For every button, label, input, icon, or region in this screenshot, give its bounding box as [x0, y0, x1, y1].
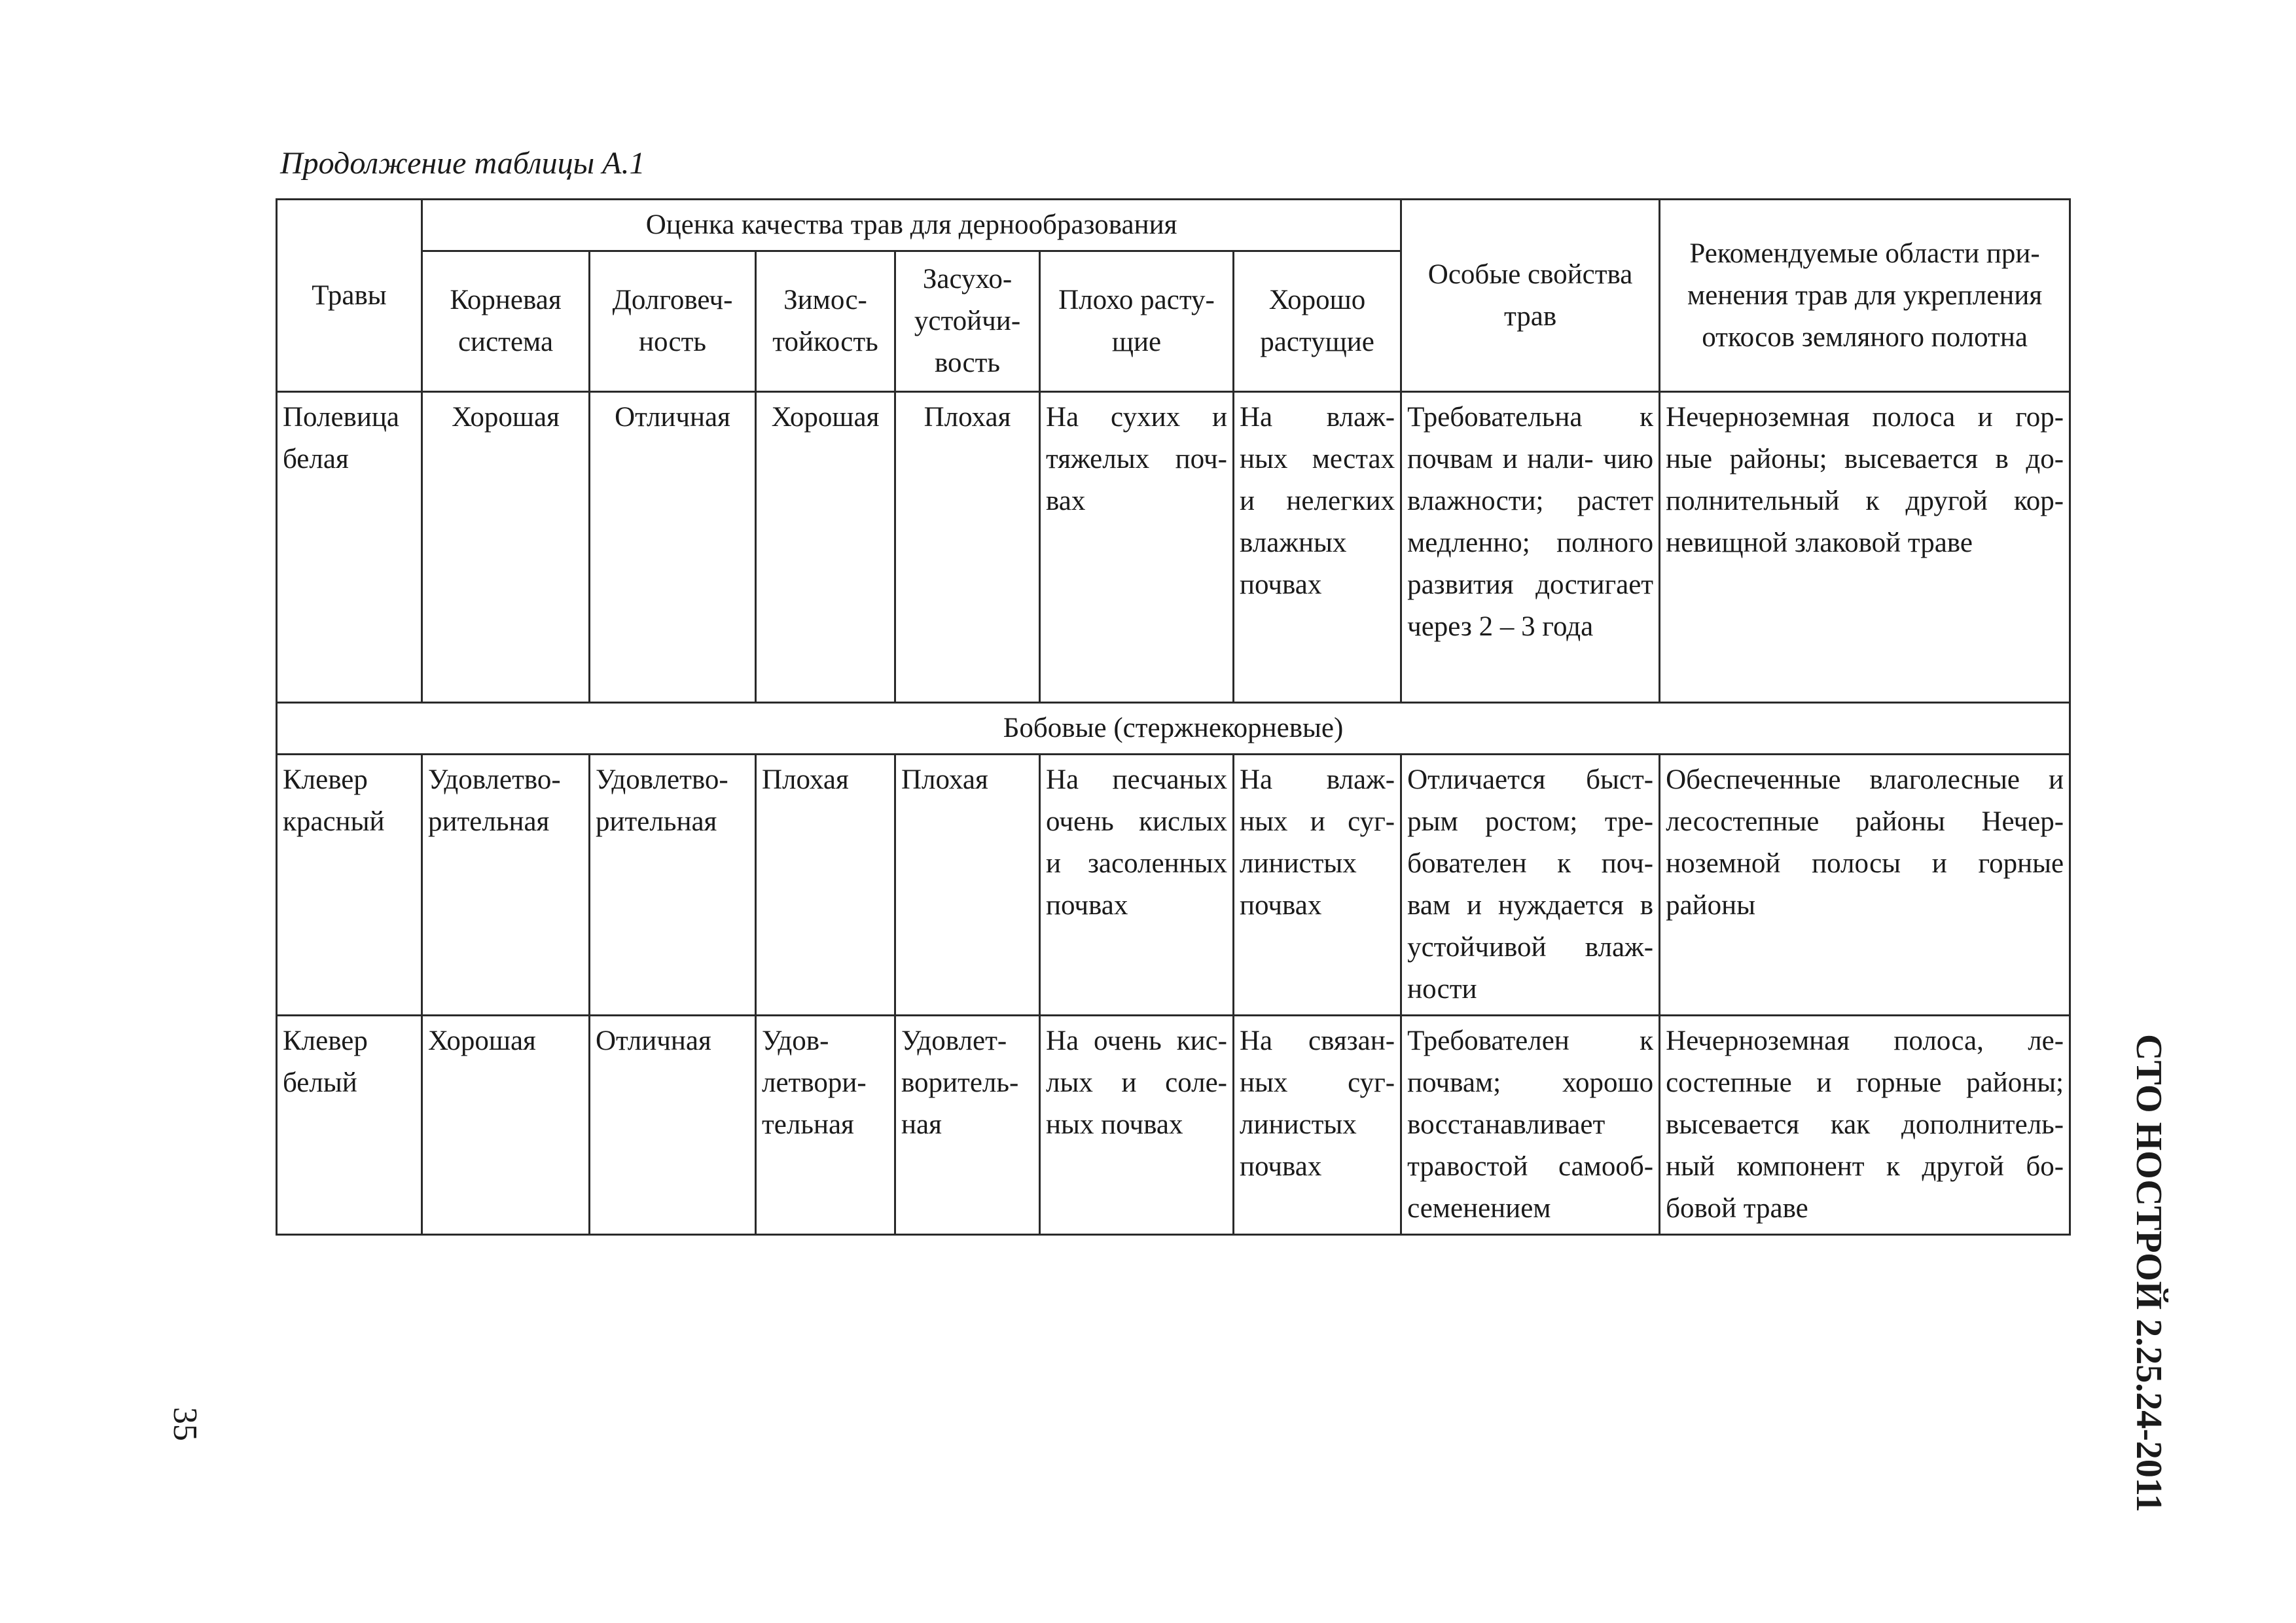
cell-special-properties: Отличается быст- рым ростом; тре- бователен к поч- вам и нуждается в устойчивой влаж- ности — [1401, 755, 1660, 1016]
cell-winter-hardiness: Хорошая — [756, 392, 895, 703]
cell-longevity: Удовлетво- рительная — [590, 755, 756, 1016]
document-number: СТО НОСТРОЙ 2.25.24-2011 — [2128, 1034, 2169, 1512]
cell-root-system: Хорошая — [422, 392, 590, 703]
page-number: 35 — [166, 1407, 204, 1441]
cell-good-growing: На влаж- ных местах и нелегких влажных почвах — [1234, 392, 1401, 703]
cell-grass-name: Полевица белая — [277, 392, 422, 703]
cell-special-properties: Требователен к почвам; хорошо восстанавливает травостой самооб- семенением — [1401, 1016, 1660, 1235]
header-row-1 — [277, 200, 2070, 251]
cell-drought-resistance: Удовлет- воритель- ная — [895, 1016, 1040, 1235]
section-row — [277, 703, 2070, 755]
cell-grass-name: Клевер белый — [277, 1016, 422, 1235]
cell-special-properties: Требовательна к почвам и нали- чию влажности; растет медленно; полного развития достигает через 2 – 3 года — [1401, 392, 1660, 703]
cell-winter-hardiness: Удов- летвори- тельная — [756, 1016, 895, 1235]
cell-good-growing: На влаж- ных и суг- линистых почвах — [1234, 755, 1401, 1016]
header-quality-group: Оценка качества трав для дернообразования — [422, 200, 1401, 251]
cell-poor-growing: На песчаных очень кислых и засоленных почвах — [1040, 755, 1234, 1016]
header-recommended-areas: Рекомендуемые области при- менения трав для укрепления откосов земляного полотна — [1660, 200, 2070, 392]
cell-longevity: Отличная — [590, 392, 756, 703]
cell-root-system: Хорошая — [422, 1016, 590, 1235]
table-row — [277, 755, 2070, 1016]
header-drought-resistance: Засухо- устойчи- вость — [895, 251, 1040, 392]
cell-recommended-areas: Обеспеченные влаголесные и лесостепные районы Нечер- ноземной полосы и горные районы — [1660, 755, 2070, 1016]
section-label: Бобовые (стержнекорневые) — [277, 703, 2070, 755]
cell-root-system: Удовлетво- рительная — [422, 755, 590, 1016]
cell-recommended-areas: Нечерноземная полоса и гор- ные районы; высевается в до- полнительный к другой кор- невищной злаковой траве — [1660, 392, 2070, 703]
header-grasses: Травы — [277, 200, 422, 392]
grass-table — [276, 198, 2071, 1236]
cell-poor-growing: На сухих и тяжелых поч- вах — [1040, 392, 1234, 703]
cell-longevity: Отличная — [590, 1016, 756, 1235]
table-row — [277, 392, 2070, 703]
cell-grass-name: Клевер красный — [277, 755, 422, 1016]
header-longevity: Долговеч- ность — [590, 251, 756, 392]
table-row — [277, 1016, 2070, 1235]
cell-winter-hardiness: Плохая — [756, 755, 895, 1016]
header-root-system: Корневая система — [422, 251, 590, 392]
header-good-growing: Хорошо растущие — [1234, 251, 1401, 392]
header-winter-hardiness: Зимос- тойкость — [756, 251, 895, 392]
cell-recommended-areas: Нечерноземная полоса, ле- состепные и горные районы; высевается как дополнитель- ный компонент к другой бо- бовой траве — [1660, 1016, 2070, 1235]
header-poor-growing: Плохо расту- щие — [1040, 251, 1234, 392]
cell-drought-resistance: Плохая — [895, 392, 1040, 703]
cell-good-growing: На связан- ных суг- линистых почвах — [1234, 1016, 1401, 1235]
cell-drought-resistance: Плохая — [895, 755, 1040, 1016]
header-special-properties: Особые свойства трав — [1401, 200, 1660, 392]
cell-poor-growing: На очень кис- лых и соле- ных почвах — [1040, 1016, 1234, 1235]
table-caption: Продолжение таблицы А.1 — [280, 146, 645, 181]
